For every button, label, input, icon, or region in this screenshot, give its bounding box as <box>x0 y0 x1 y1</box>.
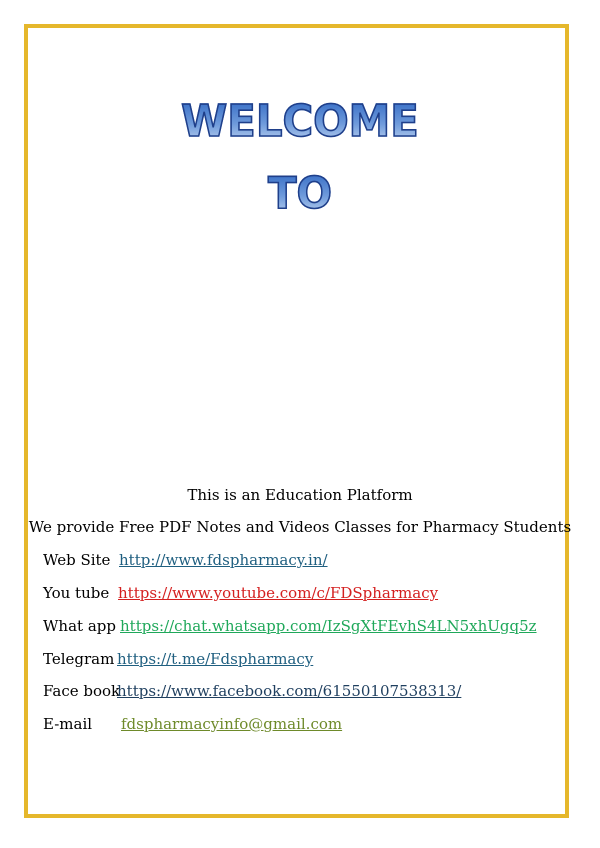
website-link[interactable]: http://www.fdspharmacy.in/ <box>119 551 328 569</box>
link-row-whatsapp <box>43 617 537 635</box>
link-row-telegram <box>43 650 314 668</box>
link-label-website: Web Site <box>43 551 111 569</box>
link-label-whatsapp: What app <box>43 617 116 635</box>
link-label-email: E-mail <box>43 715 93 733</box>
whatsapp-link[interactable]: https://chat.whatsapp.com/IzSgXtFEvhS4LN5xhUgq5z <box>120 617 537 635</box>
facebook-link[interactable]: https://www.facebook.com/61550107538313/ <box>117 682 462 700</box>
link-label-telegram: Telegram <box>43 650 115 668</box>
intro-line-provide: We provide Free PDF Notes and Videos Classes for Pharmacy Students <box>28 518 572 536</box>
youtube-link[interactable]: https://www.youtube.com/c/FDSpharmacy <box>118 584 439 602</box>
link-row-email <box>43 715 343 733</box>
link-label-facebook: Face book <box>43 682 121 700</box>
link-label-youtube: You tube <box>43 584 110 602</box>
welcome-heading <box>15 96 585 147</box>
link-row-website <box>43 551 328 569</box>
to-heading-text: TO <box>267 168 333 219</box>
link-row-youtube <box>43 584 439 602</box>
telegram-link[interactable]: https://t.me/Fdspharmacy <box>117 650 314 668</box>
email-link[interactable]: fdspharmacyinfo@gmail.com <box>121 715 343 733</box>
welcome-heading-text: WELCOME <box>181 96 419 147</box>
link-row-facebook <box>43 682 462 700</box>
intro-line-platform: This is an Education Platform <box>187 486 413 504</box>
to-heading <box>15 168 585 219</box>
